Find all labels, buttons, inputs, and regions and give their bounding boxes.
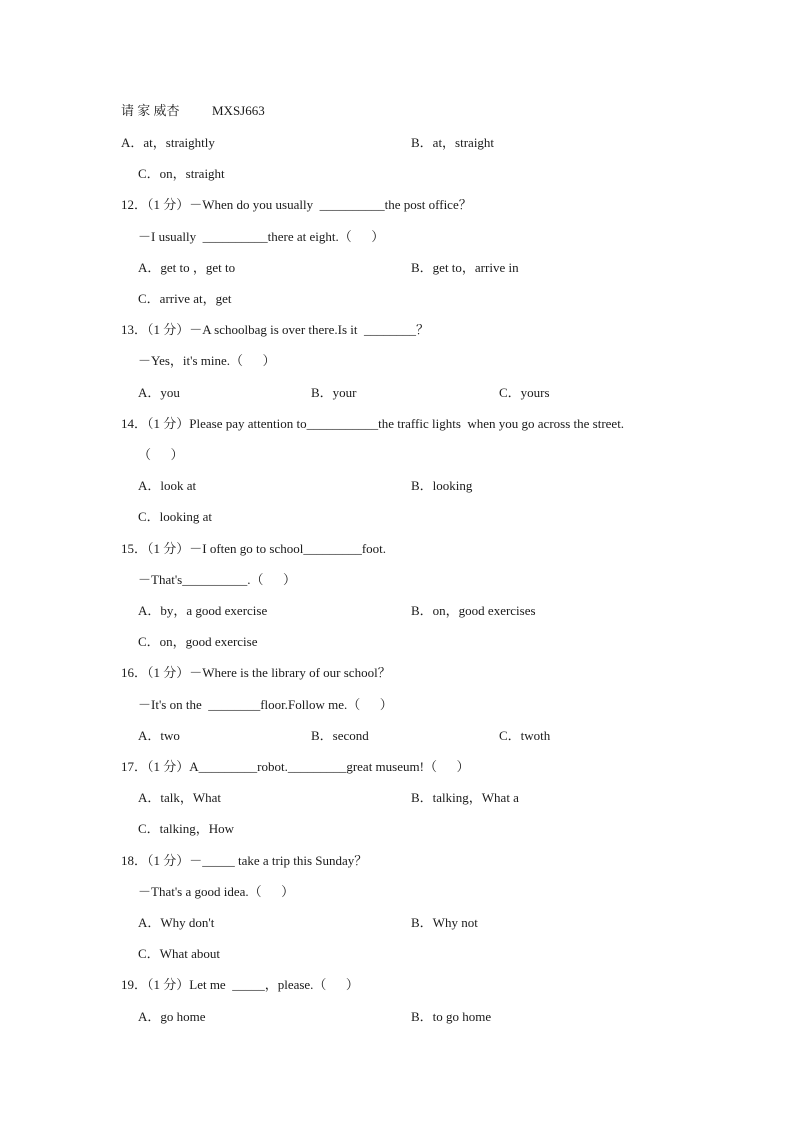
header-watermark: 请 家 威杏 MXSJ663 [121, 103, 265, 118]
q12-reply: －I usually __________there at eight.（ ） [138, 229, 385, 244]
q17-option-a: A．talk，What [138, 790, 222, 805]
q15-reply: －That's__________.（ ） [138, 572, 296, 587]
q15-option-b: B．on，good exercises [411, 603, 536, 618]
q13-option-a: A．you [138, 385, 180, 400]
q12-option-b: B．get to，arrive in [411, 260, 519, 275]
q14-stem-cont: （ ） [138, 447, 184, 462]
q14-option-b: B．looking [411, 478, 473, 493]
q16-option-c: C．twoth [499, 728, 551, 743]
q19-option-b: B．to go home [411, 1009, 492, 1024]
q13-reply: －Yes，it's mine.（ ） [138, 353, 276, 368]
q18-option-c: C．What about [138, 946, 220, 961]
q14-stem: 14．（1 分）Please pay attention to___________the traffic lights when you go across the street. [121, 416, 625, 431]
q17-stem: 17．（1 分）A_________robot._________great museum!（ ） [121, 759, 470, 774]
q18-option-a: A．Why don't [138, 915, 215, 930]
q17-option-c: C．talking，How [138, 821, 235, 836]
q15-option-a: A．by，a good exercise [138, 603, 268, 618]
q11-option-a: A．at，straightly [121, 135, 215, 150]
q12-stem: 12．（1 分）－When do you usually __________the post office？ [121, 197, 472, 212]
q13-option-b: B．your [311, 385, 357, 400]
q16-option-a: A．two [138, 728, 180, 743]
q14-option-a: A．look at [138, 478, 197, 493]
q14-option-c: C．looking at [138, 509, 213, 524]
q12-option-a: A．get to ，get to [138, 260, 236, 275]
q18-reply: －That's a good idea.（ ） [138, 884, 295, 899]
q19-stem: 19．（1 分）Let me _____，please.（ ） [121, 977, 359, 992]
q11-option-c: C．on，straight [138, 166, 225, 181]
q19-option-a: A．go home [138, 1009, 206, 1024]
q18-option-b: B．Why not [411, 915, 478, 930]
q16-stem: 16．（1 分）－Where is the library of our school？ [121, 665, 391, 680]
q13-option-c: C．yours [499, 385, 550, 400]
q17-option-b: B．talking，What a [411, 790, 519, 805]
q15-stem: 15．（1 分）－I often go to school_________foot. [121, 541, 387, 556]
q13-stem: 13．（1 分）－A schoolbag is over there.Is it ________？ [121, 322, 429, 337]
q15-option-c: C．on，good exercise [138, 634, 258, 649]
q16-reply: －It's on the ________floor.Follow me.（ ） [138, 697, 393, 712]
q11-option-b: B．at，straight [411, 135, 495, 150]
q16-option-b: B．second [311, 728, 369, 743]
q12-option-c: C．arrive at，get [138, 291, 232, 306]
q18-stem: 18．（1 分）－_____ take a trip this Sunday？ [121, 853, 368, 868]
